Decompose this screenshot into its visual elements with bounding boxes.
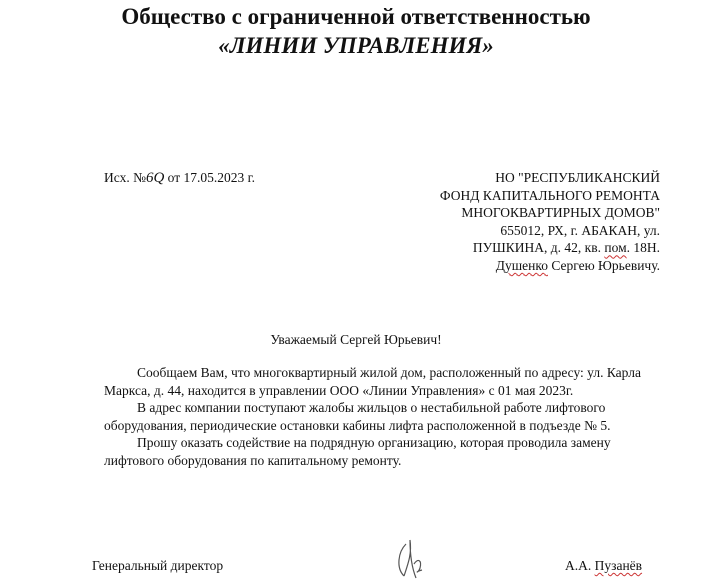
salutation: Уважаемый Сергей Юрьевич!	[270, 332, 442, 347]
text: Сергею Юрьевичу.	[547, 257, 660, 273]
recipient-line	[440, 239, 660, 257]
body-line: Прошу оказать содействие на подрядную организацию, которая проводила замену	[137, 435, 611, 451]
text: А.А.	[565, 558, 595, 573]
letter-body	[104, 364, 664, 470]
recipient-line	[440, 257, 660, 275]
recipient-line: ФОНД КАПИТАЛЬНОГО РЕМОНТА	[439, 187, 660, 203]
ref-number: 6Q	[145, 170, 165, 186]
recipient-line: НО "РЕСПУБЛИКАНСКИЙ	[495, 170, 660, 185]
body-line: Сообщаем Вам, что многоквартирный жилой дом, расположенный по адресу: ул. Карла	[137, 365, 641, 380]
body-line: лифтового оборудования по капитальному ремонту.	[104, 452, 402, 468]
ref-date: от 17.05.2023 г.	[164, 170, 256, 185]
recipient-line: 655012, РХ, г. АБАКАН, ул.	[500, 222, 660, 238]
recipient-line: МНОГОКВАРТИРНЫХ ДОМОВ"	[461, 205, 660, 221]
signatory-position: Генеральный директор	[92, 558, 224, 573]
signatory-name	[565, 557, 642, 575]
text: . 18Н.	[626, 240, 660, 256]
outgoing-reference	[104, 169, 255, 188]
body-line: оборудования, периодические остановки кабины лифта расположенной в подъезде № 5.	[104, 417, 611, 433]
text: пом	[604, 240, 627, 256]
ref-prefix: Исх. №	[104, 170, 146, 185]
company-name-line1: Общество с ограниченной ответственностью	[121, 4, 591, 29]
recipient-block	[440, 169, 660, 275]
body-line: В адрес компании поступают жалобы жильцов о нестабильной работе лифтового	[137, 400, 606, 416]
body-line: Маркса, д. 44, находится в управлении ООО «Линии Управления» с 01 мая 2023г.	[104, 382, 574, 398]
text: ПУШКИНА, д. 42, кв.	[472, 240, 605, 256]
handwritten-signature	[392, 538, 432, 580]
company-name-line2: «ЛИНИИ УПРАВЛЕНИЯ»	[218, 33, 494, 58]
text: Пузанёв	[594, 558, 643, 573]
text: Душенко	[495, 257, 548, 273]
